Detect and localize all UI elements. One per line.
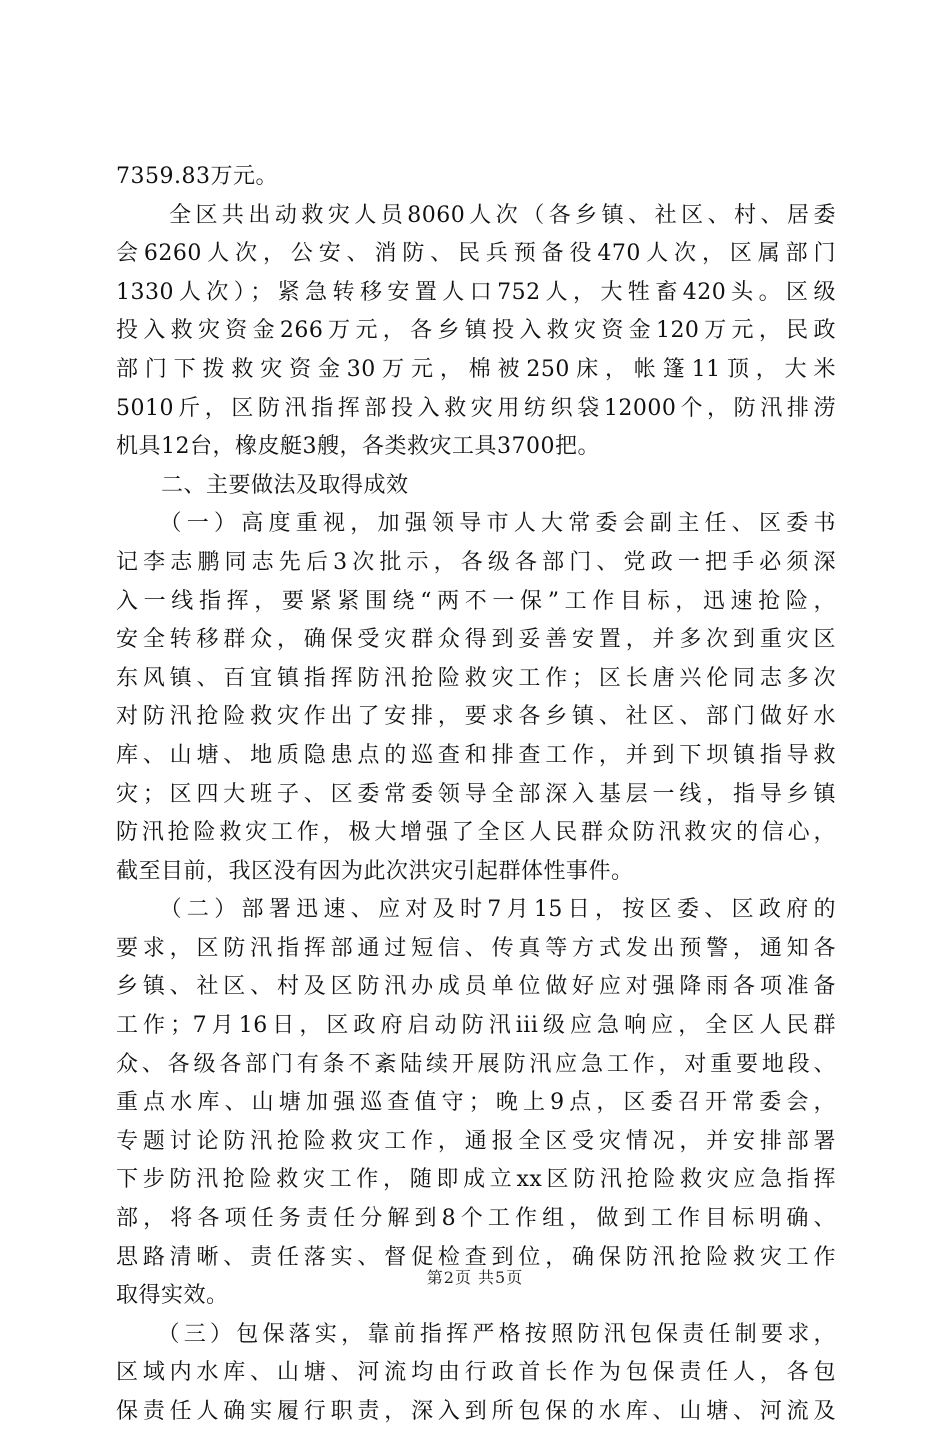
text-line: 7359.83万元。: [116, 164, 278, 189]
text-line: 入一线指挥，要紧紧围绕“两不一保”工作目标，迅速抢险，: [116, 588, 836, 614]
text-line: 部，将各项任务责任分解到8个工作组，做到工作目标明确、: [116, 1206, 836, 1232]
text-line: 机具12台，橡皮艇3艘，各类救灾工具3700把。: [116, 434, 600, 460]
text-line: 要求，区防汛指挥部通过短信、传真等方式发出预警，通知各: [116, 935, 836, 961]
text-line: （二）部署迅速、应对及时7月15日，按区委、区政府的: [116, 897, 836, 923]
text-line: 灾；区四大班子、区委常委领导全部深入基层一线，指导乡镇: [116, 781, 836, 807]
text-line: 安全转移群众，确保受灾群众得到妥善安置，并多次到重灾区: [116, 627, 836, 653]
text-line: 取得实效。: [116, 1283, 229, 1309]
text-line: 5010斤，区防汛指挥部投入救灾用纺织袋12000个，防汛排涝: [116, 395, 836, 421]
text-line: 全区共出动救灾人员8060人次（各乡镇、社区、村、居委: [116, 202, 836, 228]
text-line: 东风镇、百宜镇指挥防汛抢险救灾工作；区长唐兴伦同志多次: [116, 665, 836, 691]
text-line: 思路清晰、责任落实、督促检查到位，确保防汛抢险救灾工作: [116, 1244, 836, 1270]
document-body: [116, 158, 836, 1432]
text-line: 部门下拨救灾资金30万元，棉被250床，帐篷11顶，大米: [116, 356, 836, 382]
text-line: 1330人次）；紧急转移安置人口752人，大牲畜420头。区级: [116, 279, 836, 305]
text-line: 对防汛抢险救灾作出了安排，要求各乡镇、社区、部门做好水: [116, 704, 836, 730]
text-line: 重点水库、山塘加强巡查值守；晚上9点，区委召开常委会，: [116, 1090, 836, 1116]
text-line: 截至目前，我区没有因为此次洪灾引起群体性事件。: [116, 858, 634, 884]
text-line: 防汛抢险救灾工作，极大增强了全区人民群众防汛救灾的信心，: [116, 820, 836, 846]
text-line: （一）高度重视，加强领导市人大常委会副主任、区委书: [116, 511, 836, 537]
text-line: 会6260人次，公安、消防、民兵预备役470人次，区属部门: [116, 241, 836, 267]
text-line: 众、各级各部门有条不紊陆续开展防汛应急工作，对重要地段、: [116, 1051, 836, 1077]
text-line: 投入救灾资金266万元，各乡镇投入救灾资金120万元，民政: [116, 318, 836, 344]
text-line: 库、山塘、地质隐患点的巡查和排查工作，并到下坝镇指导救: [116, 742, 836, 768]
page-footer: 第2页 共5页: [426, 1268, 524, 1287]
text-line: 下步防汛抢险救灾工作，随即成立xx区防汛抢险救灾应急指挥: [116, 1167, 836, 1193]
text-line: 专题讨论防汛抢险救灾工作，通报全区受灾情况，并安排部署: [116, 1128, 836, 1154]
text-line: 记李志鹏同志先后3次批示，各级各部门、党政一把手必须深: [116, 549, 836, 575]
text-line: 二、主要做法及取得成效: [116, 472, 409, 498]
text-line: 工作；7月16日，区政府启动防汛iii级应急响应，全区人民群: [116, 1013, 836, 1039]
text-line: 乡镇、社区、村及区防汛办成员单位做好应对强降雨各项准备: [116, 974, 836, 1000]
text-line: 保责任人确实履行职责，深入到所包保的水库、山塘、河流及: [116, 1399, 836, 1424]
text-line: 区域内水库、山塘、河流均由行政首长作为包保责任人，各包: [116, 1360, 836, 1386]
text-line: （三）包保落实，靠前指挥严格按照防汛包保责任制要求，: [116, 1321, 836, 1347]
